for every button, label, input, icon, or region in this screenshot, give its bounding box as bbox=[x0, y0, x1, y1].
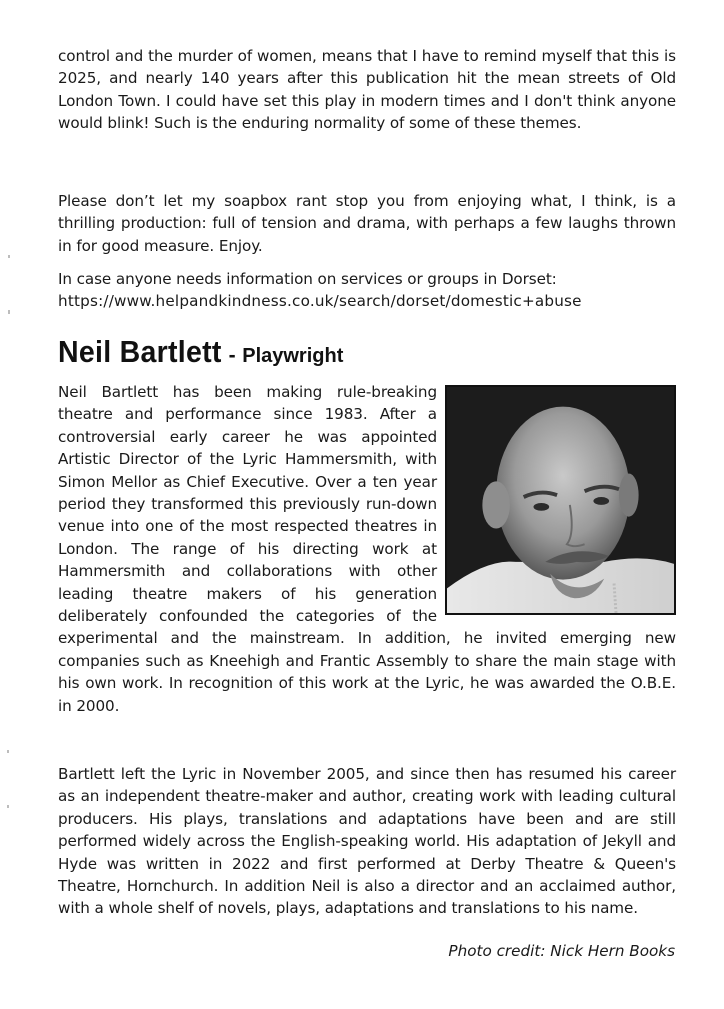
bio-paragraph-lyric: Neil Bartlett has been making rule-breaking theatre and performance since 1983. After a controversial early career he was appointed Artistic Director of the Lyric Hammersmith, with Simon Mellor as Chief Executive. Over a ten year period they transformed this previously run-down venue into one of the most respected theatres in London. The range of his directing work at Hammersmith and collaborations with other leading theatre makers of his generation deliberately confounded the categories of the experimental and the mainstream. In addition, he invited emerging new companies such as Kneehigh and Frantic Assembly to share the main stage with his own work. In recognition of this work at the Lyric, he was awarded the O.B.E. in 2000. bbox=[58, 383, 676, 715]
scan-mark bbox=[7, 750, 9, 753]
scan-mark bbox=[8, 310, 10, 314]
support-info-text: In case anyone needs information on services or groups in Dorset: bbox=[58, 270, 557, 288]
portrait-image bbox=[447, 387, 674, 613]
intro-paragraph-themes: control and the murder of women, means that I have to remind myself that this is 2025, and nearly 140 years after this publication hit the mean streets of Old London Town. I could have set this play in modern times and I don't think anyone would blink! Such is the enduring normality of some of these themes. bbox=[58, 47, 676, 133]
heading-separator: - bbox=[228, 344, 236, 367]
support-info bbox=[58, 268, 676, 313]
scan-mark bbox=[7, 805, 9, 808]
profile-heading bbox=[58, 334, 343, 370]
profile-role: Playwright bbox=[242, 345, 344, 367]
profile-name: Neil Bartlett bbox=[58, 334, 222, 369]
profile-photo bbox=[445, 385, 676, 615]
intro-paragraph-enjoy: Please don’t let my soapbox rant stop you from enjoying what, I think, is a thrilling production: full of tension and drama, with perhaps a few laughs thrown in for good measure. Enjoy. bbox=[58, 192, 676, 255]
bio-paragraph-career: Bartlett left the Lyric in November 2005, and since then has resumed his career as an independent theatre-maker and author, creating work with leading cultural producers. His plays, translations and adaptations have been and are still performed widely across the English-speaking world. His adaptation of Jekyll and Hyde was written in 2022 and first performed at Derby Theatre & Queen's Theatre, Hornchurch. In addition Neil is also a director and an acclaimed author, with a whole shelf of novels, plays, adaptations and translations to his name. bbox=[58, 765, 676, 918]
support-link[interactable]: https://www.helpandkindness.co.uk/search/dorset/domestic+abuse bbox=[58, 292, 582, 311]
profile-bio bbox=[58, 381, 676, 717]
photo-credit: Photo credit: Nick Hern Books bbox=[448, 942, 675, 960]
scan-mark bbox=[8, 255, 10, 258]
